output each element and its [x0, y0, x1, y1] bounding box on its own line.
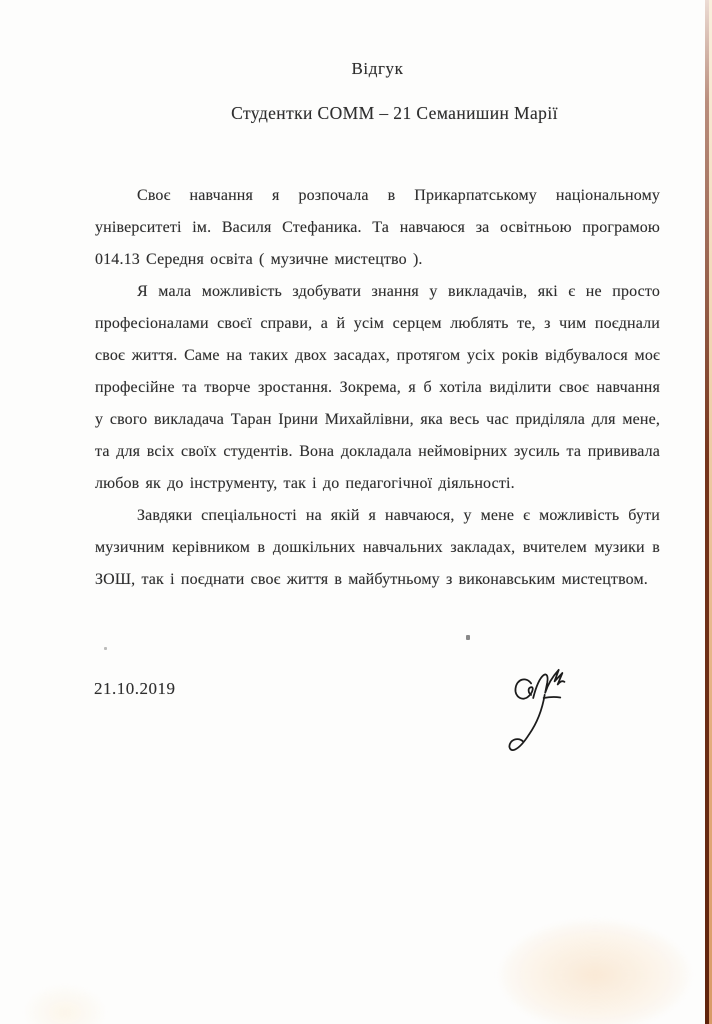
scan-speck [104, 647, 107, 650]
scan-smudge-bottom-right [500, 920, 690, 1024]
paragraph-education: Своє навчання я розпочала в Прикарпатському національному університеті ім. Василя Стефаника. Та навчаюся за освітньою програмою 014.13 Середня освіта ( музичне мистецтво ). [95, 187, 660, 268]
document-subtitle: Студентки СОММ – 21 Семанишин Марії [231, 103, 558, 123]
document-date: 21.10.2019 [94, 679, 176, 698]
document-title: Відгук [351, 59, 404, 78]
paragraph-career: Завдяки спеціальності на якій я навчаюся, у мене є можливість бути музичним керівником в дошкільних навчальних закладах, вчителем музики в ЗОШ, так і поєднати своє життя в майбутньому з виконавським мистецтвом. [95, 507, 660, 588]
paragraph-teachers: Я мала можливість здобувати знання у викладачів, які є не просто професіоналами своєї справи, а й усім серцем люблять те, з чим поєднали своє життя. Саме на таких двох засадах, протягом усіх років відбувалося моє професійне та творче зростання. Зокрема, я б хотіла виділити своє навчання у свого викладача Таран Ірини Михайлівни, яка весь час приділяла для мене, та для всіх своїх студентів. Вона докладала неймовірних зусиль та прививала любов як до інструменту, так і до педагогічної діяльності. [95, 283, 660, 492]
scan-speck [466, 635, 470, 640]
scan-smudge-bottom-left [25, 985, 105, 1024]
handwritten-signature [478, 648, 603, 773]
document-body [95, 180, 660, 596]
